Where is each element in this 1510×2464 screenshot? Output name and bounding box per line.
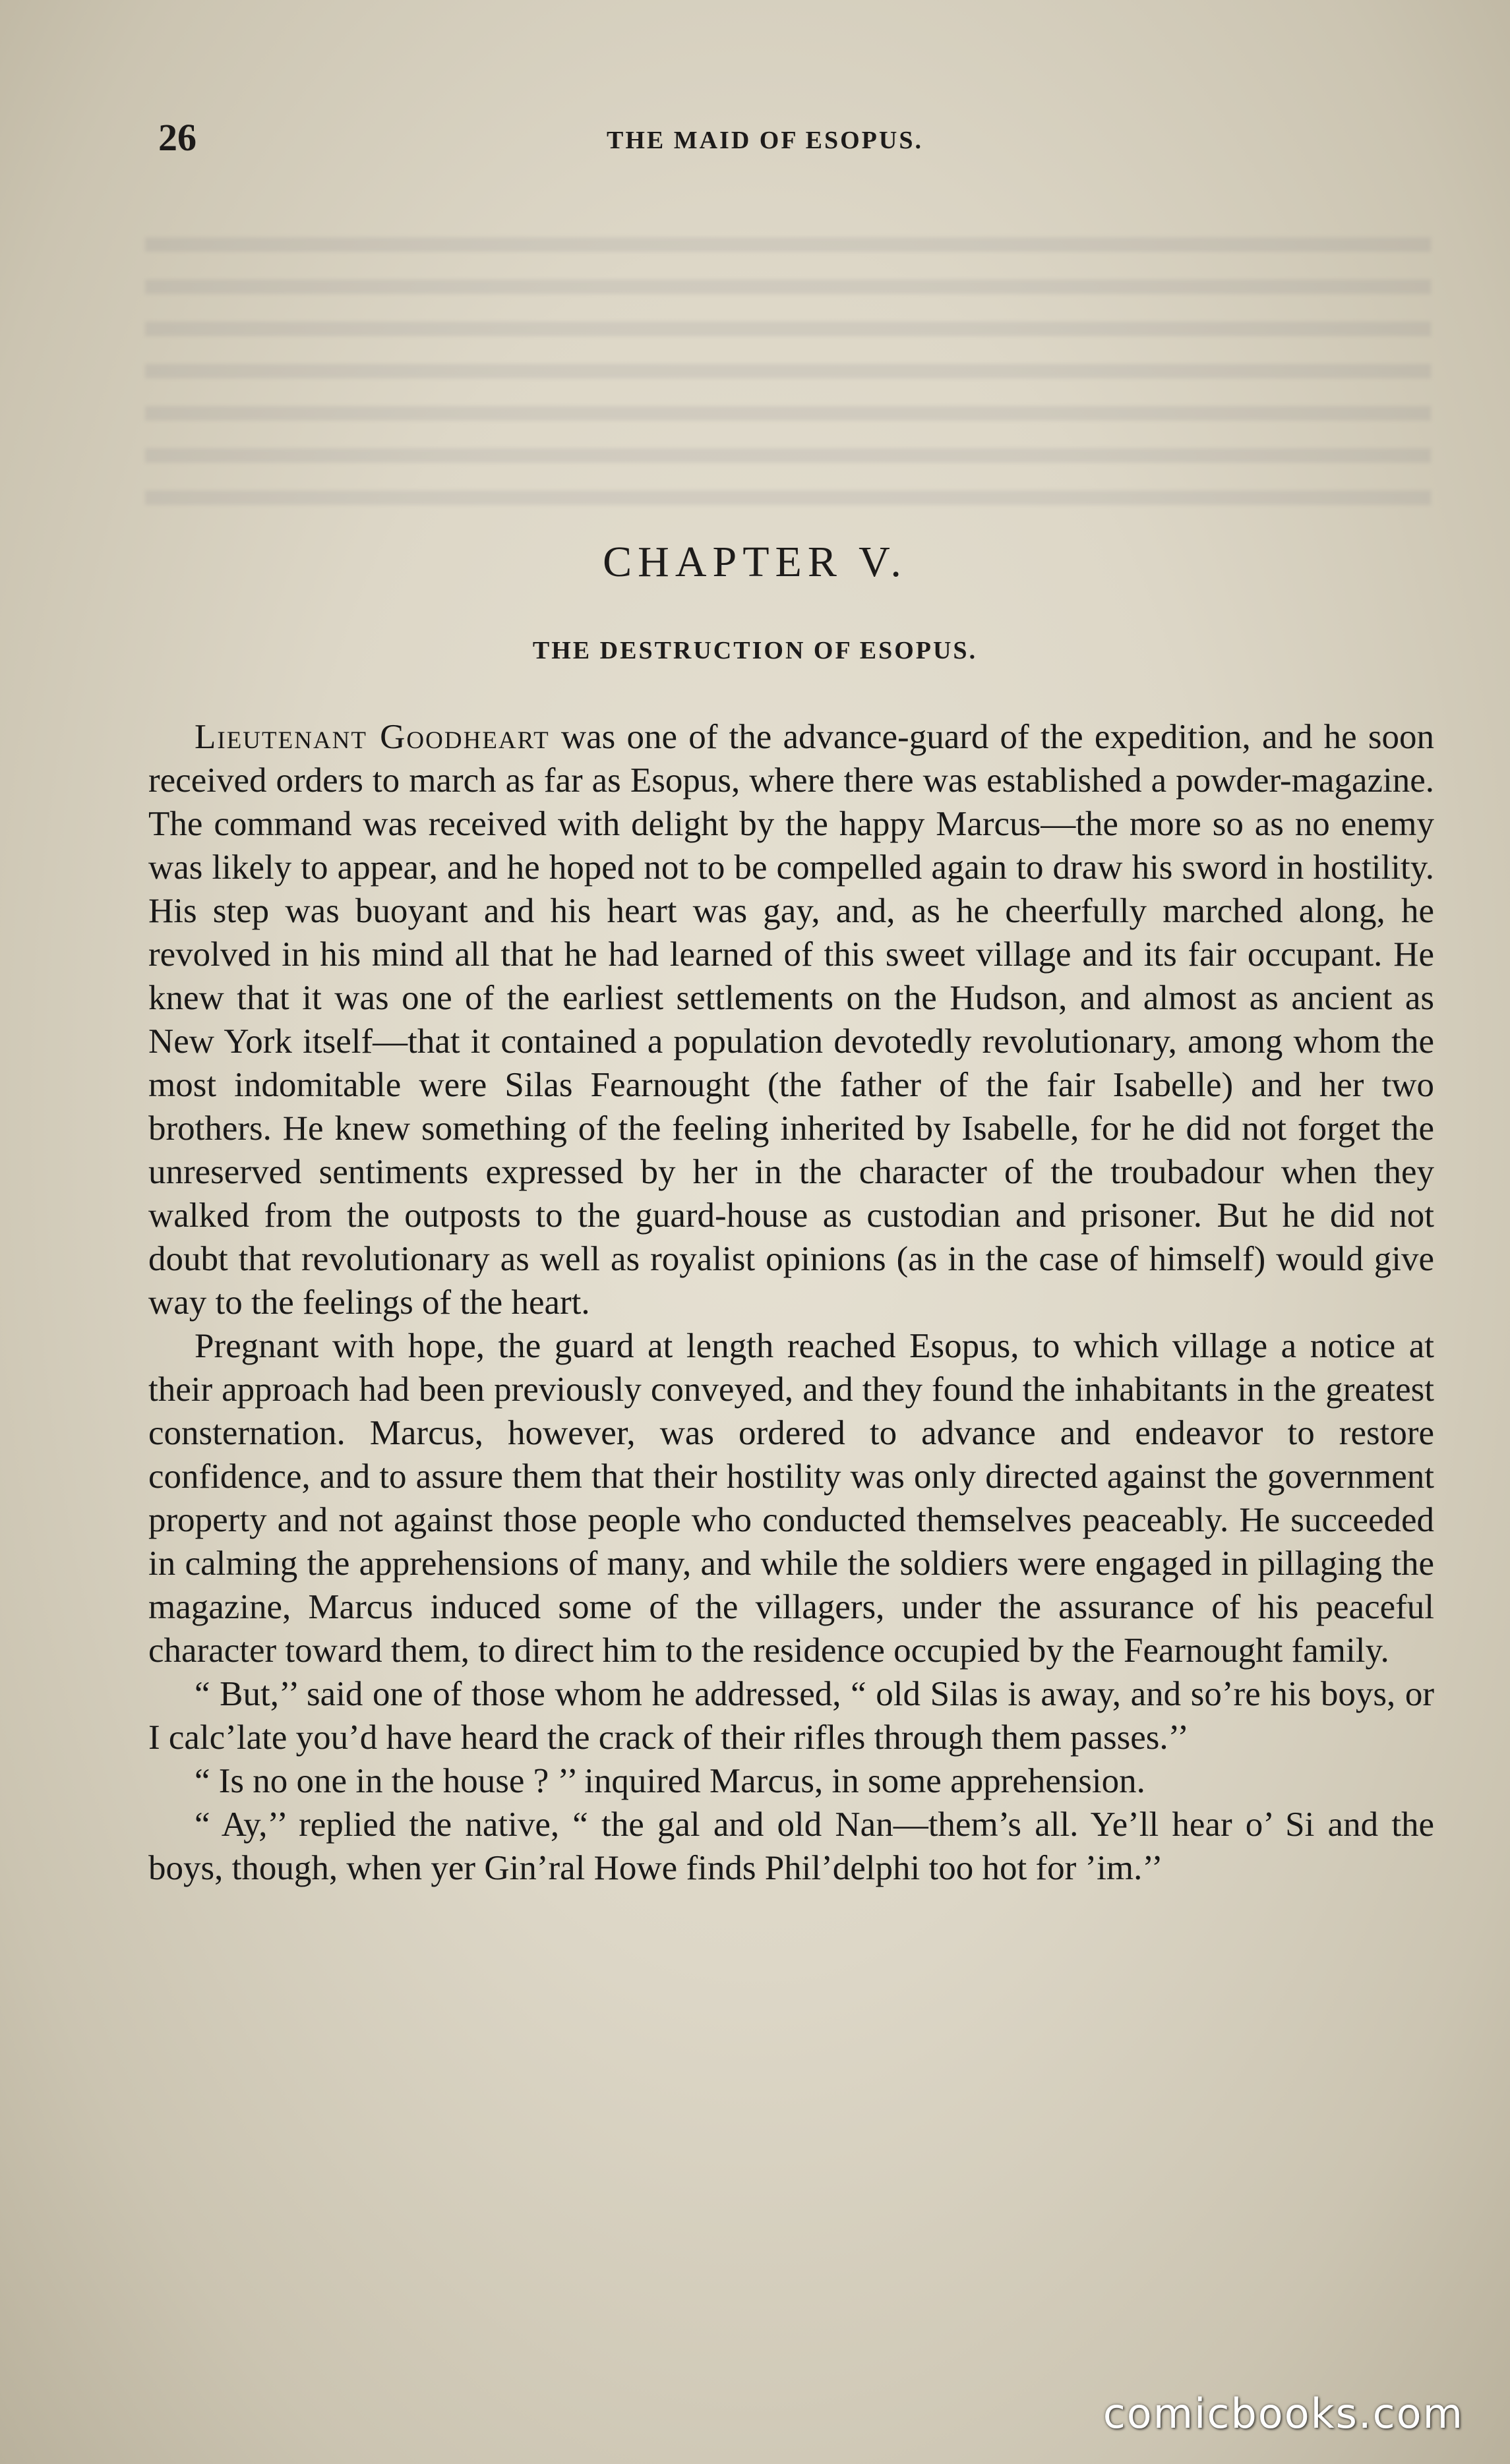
chapter-title: CHAPTER V. [603, 538, 907, 586]
watermark: comicbooks.com [1102, 2390, 1464, 2438]
paragraph: Pregnant with hope, the guard at length reached Esopus, to which village a notice at their approach had been previously conveyed, and they found the inhabitants in the greatest consternation. Marcus, however, was ordered to advance and endeavor to restore confidence, and to assure them that their hostility was only directed against the government property and not against those people who conducted themselves peaceably. He succeeded in calming the apprehensions of many, and while the soldiers were engaged in pillaging the magazine, Marcus induced some of the villagers, under the assurance of his peaceful character toward them, to direct him to the residence occupied by the Fearnought family. [148, 1327, 1434, 1670]
body-text [148, 715, 1434, 1890]
running-title: THE MAID OF ESOPUS. [607, 127, 923, 154]
page-number: 26 [158, 116, 196, 159]
lead-in-name: Lieutenant Goodheart [195, 718, 550, 756]
paragraph: “ But,’’ said one of those whom he addressed, “ old Silas is away, and so’re his boys, or I calc’late you’d have heard the crack of their rifles through them passes.’’ [148, 1675, 1434, 1757]
paragraph [148, 715, 1434, 1324]
running-header [158, 115, 1444, 168]
show-through-text [145, 237, 1431, 521]
paragraph: “ Ay,’’ replied the native, “ the gal and old Nan—them’s all. Ye’ll hear o’ Si and the boys, though, when yer Gin’ral Howe finds Phil’delphi too hot for ’im.’’ [148, 1805, 1434, 1887]
paragraph: “ Is no one in the house ? ’’ inquired Marcus, in some apprehension. [195, 1762, 1145, 1800]
chapter-subtitle: THE DESTRUCTION OF ESOPUS. [532, 637, 978, 664]
paragraph-text: was one of the advance-guard of the expedition, and he soon received orders to march as far as Esopus, where there was established a powder-magazine. The command was received with delight by the happy Marcus—the more so as no enemy was likely to appear, and he hoped not to be compelled again to draw his sword in hostility. His step was buoyant and his heart was gay, and, as he cheerfully marched along, he revolved in his mind all that he had learned of this sweet village and its fair occupant. He knew that it was one of the earliest settlements on the Hudson, and almost as ancient as New York itself—that it contained a population devotedly revolutionary, among whom the most indomitable were Silas Fearnought (the father of the fair Isabelle) and her two brothers. He knew something of the feeling inherited by Isabelle, for he did not forget the unreserved sentiments expressed by her in the character of the troubadour when they walked from the outposts to the guard-house as custodian and prisoner. But he did not doubt that revolutionary as well as royalist opinions (as in the case of himself) would give way to the feelings of the heart. [148, 718, 1435, 1322]
